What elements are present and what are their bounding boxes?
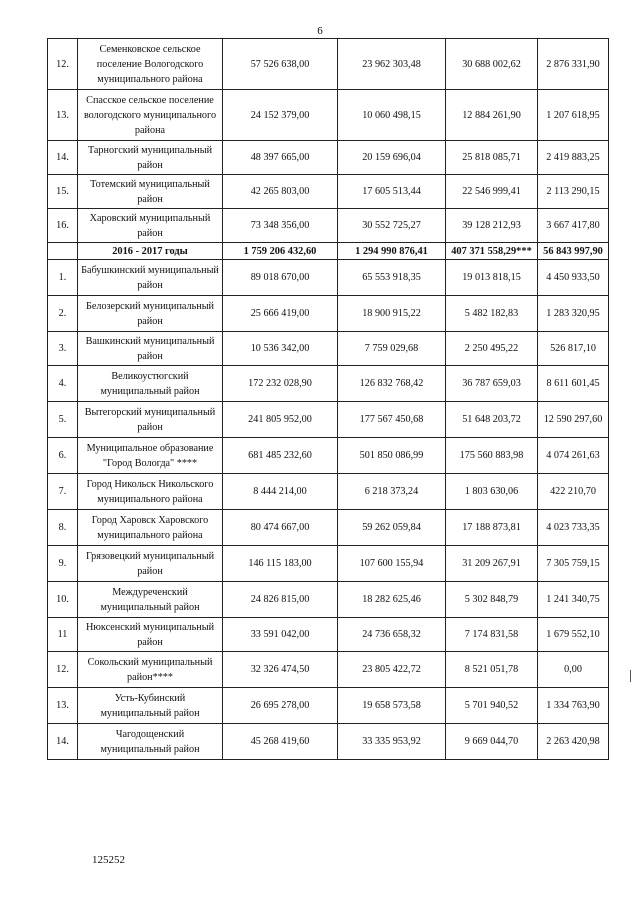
value-col-2: 107 600 155,94: [338, 546, 446, 582]
value-col-2: 17 605 513,44: [338, 175, 446, 209]
row-number: 9.: [48, 546, 78, 582]
table-row: [48, 39, 609, 90]
value-col-4: 526 817,10: [538, 332, 609, 366]
table-row: [48, 402, 609, 438]
table-row: [48, 90, 609, 141]
value-col-1: 89 018 670,00: [223, 260, 338, 296]
table-row: [48, 296, 609, 332]
value-col-4: 8 611 601,45: [538, 366, 609, 402]
value-col-2: 33 335 953,92: [338, 724, 446, 760]
value-col-3: 30 688 002,62: [446, 39, 538, 90]
table-row: [48, 582, 609, 618]
municipality-name: Усть-Кубинский муниципальный район: [78, 688, 223, 724]
municipality-name: Муниципальное образование "Город Вологда" ****: [78, 438, 223, 474]
value-col-1: 172 232 028,90: [223, 366, 338, 402]
value-col-4: 1 679 552,10: [538, 618, 609, 652]
value-col-2: 65 553 918,35: [338, 260, 446, 296]
value-col-3: 22 546 999,41: [446, 175, 538, 209]
row-number: 5.: [48, 402, 78, 438]
value-col-3: 12 884 261,90: [446, 90, 538, 141]
table-row: [48, 688, 609, 724]
value-col-2: 23 962 303,48: [338, 39, 446, 90]
value-col-1: 48 397 665,00: [223, 141, 338, 175]
table-row: [48, 366, 609, 402]
municipality-name: Спасское сельское поселение вологодского муниципального района: [78, 90, 223, 141]
value-col-2: 18 900 915,22: [338, 296, 446, 332]
value-col-3: 5 482 182,83: [446, 296, 538, 332]
value-col-1: 73 348 356,00: [223, 209, 338, 243]
value-col-1: 33 591 042,00: [223, 618, 338, 652]
value-col-4: 0,00: [538, 652, 609, 688]
value-col-3: 5 701 940,52: [446, 688, 538, 724]
row-number: 2.: [48, 296, 78, 332]
value-col-3: 5 302 848,79: [446, 582, 538, 618]
table-row: [48, 618, 609, 652]
value-col-4: 2 876 331,90: [538, 39, 609, 90]
value-col-3: 1 803 630,06: [446, 474, 538, 510]
row-number: 15.: [48, 175, 78, 209]
value-col-3: 7 174 831,58: [446, 618, 538, 652]
value-col-2: 59 262 059,84: [338, 510, 446, 546]
value-col-2: 19 658 573,58: [338, 688, 446, 724]
value-col-2: 23 805 422,72: [338, 652, 446, 688]
section-label: 2016 - 2017 годы: [78, 243, 223, 260]
municipality-name: Семенковское сельское поселение Вологодского муниципального района: [78, 39, 223, 90]
municipality-name: Город Харовск Харовского муниципального района: [78, 510, 223, 546]
municipality-name: Тотемский муниципальный район: [78, 175, 223, 209]
value-col-1: 26 695 278,00: [223, 688, 338, 724]
value-col-4: 1 207 618,95: [538, 90, 609, 141]
municipality-name: Чагодощенский муниципальный район: [78, 724, 223, 760]
value-col-2: 126 832 768,42: [338, 366, 446, 402]
value-col-3: 31 209 267,91: [446, 546, 538, 582]
table-row: [48, 724, 609, 760]
value-col-1: 42 265 803,00: [223, 175, 338, 209]
value-col-4: 2 113 290,15: [538, 175, 609, 209]
value-col-2: 10 060 498,15: [338, 90, 446, 141]
value-col-2: 18 282 625,46: [338, 582, 446, 618]
table-row: [48, 209, 609, 243]
table-row: [48, 438, 609, 474]
value-col-2: 177 567 450,68: [338, 402, 446, 438]
value-col-3: 25 818 085,71: [446, 141, 538, 175]
table-row: [48, 474, 609, 510]
table-row: [48, 546, 609, 582]
section-total-4: 56 843 997,90: [538, 243, 609, 260]
value-col-3: 17 188 873,81: [446, 510, 538, 546]
value-col-1: 8 444 214,00: [223, 474, 338, 510]
municipality-name: Междуреченский муниципальный район: [78, 582, 223, 618]
section-total-1: 1 759 206 432,60: [223, 243, 338, 260]
value-col-4: 1 283 320,95: [538, 296, 609, 332]
municipality-name: Бабушкинский муниципальный район: [78, 260, 223, 296]
value-col-3: 51 648 203,72: [446, 402, 538, 438]
value-col-1: 80 474 667,00: [223, 510, 338, 546]
row-number: 4.: [48, 366, 78, 402]
value-col-4: 3 667 417,80: [538, 209, 609, 243]
row-number: 13.: [48, 688, 78, 724]
municipality-name: Великоустюгский муниципальный район: [78, 366, 223, 402]
table-row: [48, 260, 609, 296]
row-number: 1.: [48, 260, 78, 296]
section-number-cell: [48, 243, 78, 260]
value-col-3: 39 128 212,93: [446, 209, 538, 243]
row-number: 10.: [48, 582, 78, 618]
row-number: 16.: [48, 209, 78, 243]
value-col-2: 501 850 086,99: [338, 438, 446, 474]
row-number: 11: [48, 618, 78, 652]
value-col-3: 19 013 818,15: [446, 260, 538, 296]
section-row: [48, 243, 609, 260]
municipality-name: Нюксенский муниципальный район: [78, 618, 223, 652]
row-number: 12.: [48, 652, 78, 688]
value-col-3: 175 560 883,98: [446, 438, 538, 474]
page-number: 6: [317, 25, 323, 37]
value-col-1: 24 826 815,00: [223, 582, 338, 618]
value-col-3: 8 521 051,78: [446, 652, 538, 688]
section-total-3: 407 371 558,29***: [446, 243, 538, 260]
row-number: 7.: [48, 474, 78, 510]
row-number: 8.: [48, 510, 78, 546]
municipality-name: Грязовецкий муниципальный район: [78, 546, 223, 582]
value-col-1: 32 326 474,50: [223, 652, 338, 688]
table-row: [48, 652, 609, 688]
value-col-4: 4 023 733,35: [538, 510, 609, 546]
table-row: [48, 175, 609, 209]
value-col-3: 2 250 495,22: [446, 332, 538, 366]
municipality-name: Вашкинский муниципальный район: [78, 332, 223, 366]
municipality-name: Вытегорский муниципальный район: [78, 402, 223, 438]
value-col-2: 30 552 725,27: [338, 209, 446, 243]
value-col-3: 9 669 044,70: [446, 724, 538, 760]
document-code: 125252: [92, 854, 125, 866]
municipality-name: Сокольский муниципальный район****: [78, 652, 223, 688]
table-row: [48, 510, 609, 546]
table-row: [48, 141, 609, 175]
value-col-4: 2 263 420,98: [538, 724, 609, 760]
value-col-4: 7 305 759,15: [538, 546, 609, 582]
value-col-2: 6 218 373,24: [338, 474, 446, 510]
value-col-2: 20 159 696,04: [338, 141, 446, 175]
table-row: [48, 332, 609, 366]
value-col-4: 422 210,70: [538, 474, 609, 510]
section-total-2: 1 294 990 876,41: [338, 243, 446, 260]
value-col-4: 4 450 933,50: [538, 260, 609, 296]
municipality-name: Город Никольск Никольского муниципального района: [78, 474, 223, 510]
municipality-name: Тарногский муниципальный район: [78, 141, 223, 175]
row-number: 13.: [48, 90, 78, 141]
edge-mark: [630, 670, 631, 682]
value-col-4: 2 419 883,25: [538, 141, 609, 175]
value-col-2: 24 736 658,32: [338, 618, 446, 652]
value-col-4: 1 334 763,90: [538, 688, 609, 724]
value-col-1: 241 805 952,00: [223, 402, 338, 438]
table-body: [48, 39, 609, 760]
municipality-name: Белозерский муниципальный район: [78, 296, 223, 332]
value-col-1: 24 152 379,00: [223, 90, 338, 141]
value-col-1: 25 666 419,00: [223, 296, 338, 332]
value-col-1: 57 526 638,00: [223, 39, 338, 90]
value-col-4: 1 241 340,75: [538, 582, 609, 618]
budget-table: [47, 38, 609, 760]
value-col-1: 45 268 419,60: [223, 724, 338, 760]
row-number: 6.: [48, 438, 78, 474]
row-number: 14.: [48, 724, 78, 760]
value-col-1: 146 115 183,00: [223, 546, 338, 582]
municipality-name: Харовский муниципальный район: [78, 209, 223, 243]
value-col-4: 4 074 261,63: [538, 438, 609, 474]
value-col-1: 681 485 232,60: [223, 438, 338, 474]
row-number: 12.: [48, 39, 78, 90]
row-number: 3.: [48, 332, 78, 366]
value-col-2: 7 759 029,68: [338, 332, 446, 366]
value-col-3: 36 787 659,03: [446, 366, 538, 402]
row-number: 14.: [48, 141, 78, 175]
value-col-1: 10 536 342,00: [223, 332, 338, 366]
value-col-4: 12 590 297,60: [538, 402, 609, 438]
